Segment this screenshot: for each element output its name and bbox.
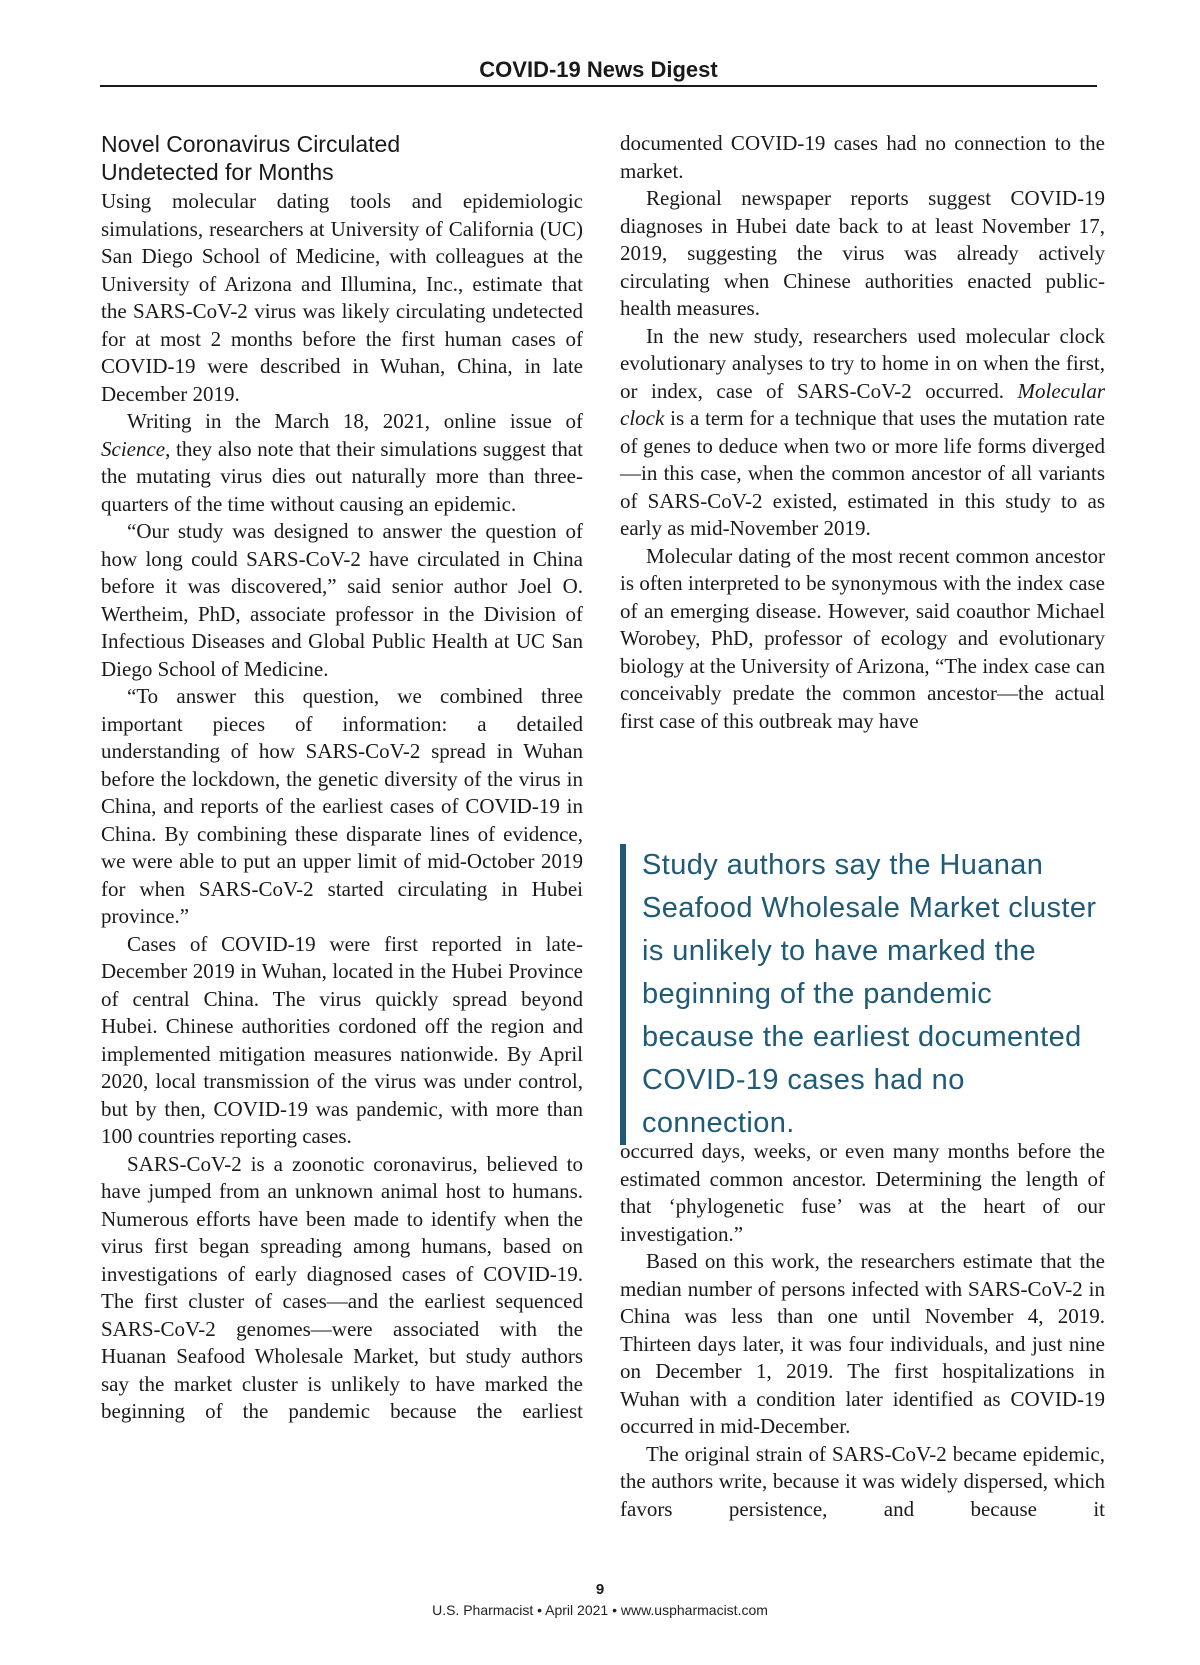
paragraph: occurred days, weeks, or even many months before the estimated common ancestor. Determining the length of that ‘phylogenetic fuse’ was at the heart of our investigation.” bbox=[620, 1139, 1105, 1246]
page-number: 9 bbox=[595, 1581, 605, 1598]
paragraph-text: , they also note that their simulations suggest that the mutating virus dies out naturally more than three-quarters of the time without causing an epidemic. bbox=[101, 436, 583, 516]
left-column bbox=[101, 130, 583, 1426]
journal-name: Science bbox=[101, 436, 166, 461]
running-header bbox=[100, 56, 1097, 87]
paragraph: Cases of COVID-19 were first reported in late-December 2019 in Wuhan, located in the Hubei Province of central China. The virus quickly spread beyond Hubei. Chinese authorities cordoned off the region and implemented mitigation measures nationwide. By April 2020, local transmission of the virus was under control, but by then, COVID-19 was pandemic, with more than 100 countries reporting cases. bbox=[101, 931, 583, 1148]
paragraph: documented COVID-19 cases had no connection to the market. bbox=[620, 131, 1105, 183]
paragraph: The original strain of SARS-CoV-2 became epidemic, the authors write, because it was widely dispersed, which favors persistence, and because it bbox=[620, 1441, 1105, 1521]
footer-publication-info: U.S. Pharmacist • April 2021 • www.uspharmacist.com bbox=[432, 1602, 768, 1618]
paragraph bbox=[101, 408, 583, 518]
paragraph: Regional newspaper reports suggest COVID-19 diagnoses in Hubei date back to at least November 17, 2019, suggesting the virus was already actively circulating when Chinese authorities enacted public-health measures. bbox=[620, 186, 1105, 320]
page-footer bbox=[0, 1580, 1200, 1620]
paragraph: Using molecular dating tools and epidemiologic simulations, researchers at University of California (UC) San Diego School of Medicine, with colleagues at the University of Arizona and Illumina, Inc., estimate that the SARS-CoV-2 virus was likely circulating undetected for at most 2 months before the first human cases of COVID-19 were described in Wuhan, China, in late December 2019. bbox=[101, 189, 583, 406]
header-title: COVID-19 News Digest bbox=[479, 57, 718, 82]
right-column-top bbox=[620, 130, 1105, 735]
paragraph bbox=[620, 323, 1105, 543]
paragraph: Based on this work, the researchers estimate that the median number of persons infected with SARS-CoV-2 in China was less than one until November 4, 2019. Thirteen days later, it was four individuals, and just nine on December 1, 2019. The first hospitalizations in Wuhan with a condition later identified as COVID-19 occurred in mid-December. bbox=[620, 1249, 1105, 1438]
paragraph-text: In the new study, researchers used molecular clock evolutionary analyses to try to home in on when the first, or index, case of SARS-CoV-2 occurred. bbox=[620, 323, 1105, 403]
paragraph-text: is a term for a technique that uses the mutation rate of genes to deduce when two or more life forms diverged—in this case, when the common ancestor of all variants of SARS-CoV-2 existed, estimated in this study to as early as mid-November 2019. bbox=[620, 406, 1105, 540]
paragraph: Molecular dating of the most recent common ancestor is often interpreted to be synonymous with the index case of an emerging disease. However, said coauthor Michael Worobey, PhD, professor of ecology and evolutionary biology at the University of Arizona, “The index case can conceivably predate the common ancestor—the actual first case of this outbreak may have bbox=[620, 543, 1105, 733]
right-column-bottom bbox=[620, 1138, 1105, 1523]
article-headline: Novel Coronavirus Circulated Undetected for Months bbox=[101, 131, 401, 185]
paragraph: “To answer this question, we combined three important pieces of information: a detailed understanding of how SARS-CoV-2 spread in Wuhan before the lockdown, the genetic diversity of the virus in China, and reports of the earliest cases of COVID-19 in China. By combining these disparate lines of evidence, we were able to put an upper limit of mid-October 2019 for when SARS-CoV-2 started circulating in Hubei province.” bbox=[101, 684, 583, 928]
pull-quote: Study authors say the Huanan Seafood Wholesale Market cluster is unlikely to have marked the beginning of the pandemic because the earliest documented COVID-19 cases had no connection. bbox=[620, 844, 1112, 1145]
paragraph: “Our study was designed to answer the question of how long could SARS-CoV-2 have circulated in China before it was discovered,” said senior author Joel O. Wertheim, PhD, associate professor in the Division of Infectious Diseases and Global Public Health at UC San Diego School of Medicine. bbox=[101, 519, 583, 681]
term-emphasis: Molecular clock bbox=[620, 378, 1105, 430]
paragraph-text: Writing in the March 18, 2021, online issue of bbox=[127, 409, 583, 433]
paragraph: SARS-CoV-2 is a zoonotic coronavirus, believed to have jumped from an unknown animal host to humans. Numerous efforts have been made to identify when the virus first began spreading among humans, based on investigations of early diagnosed cases of COVID-19. The first cluster of cases—and the earliest sequenced SARS-CoV-2 genomes—were associated with the Huanan Seafood Wholesale Market, but study authors say the market cluster is unlikely to have marked the beginning of the pandemic because the earliest bbox=[101, 1151, 583, 1423]
